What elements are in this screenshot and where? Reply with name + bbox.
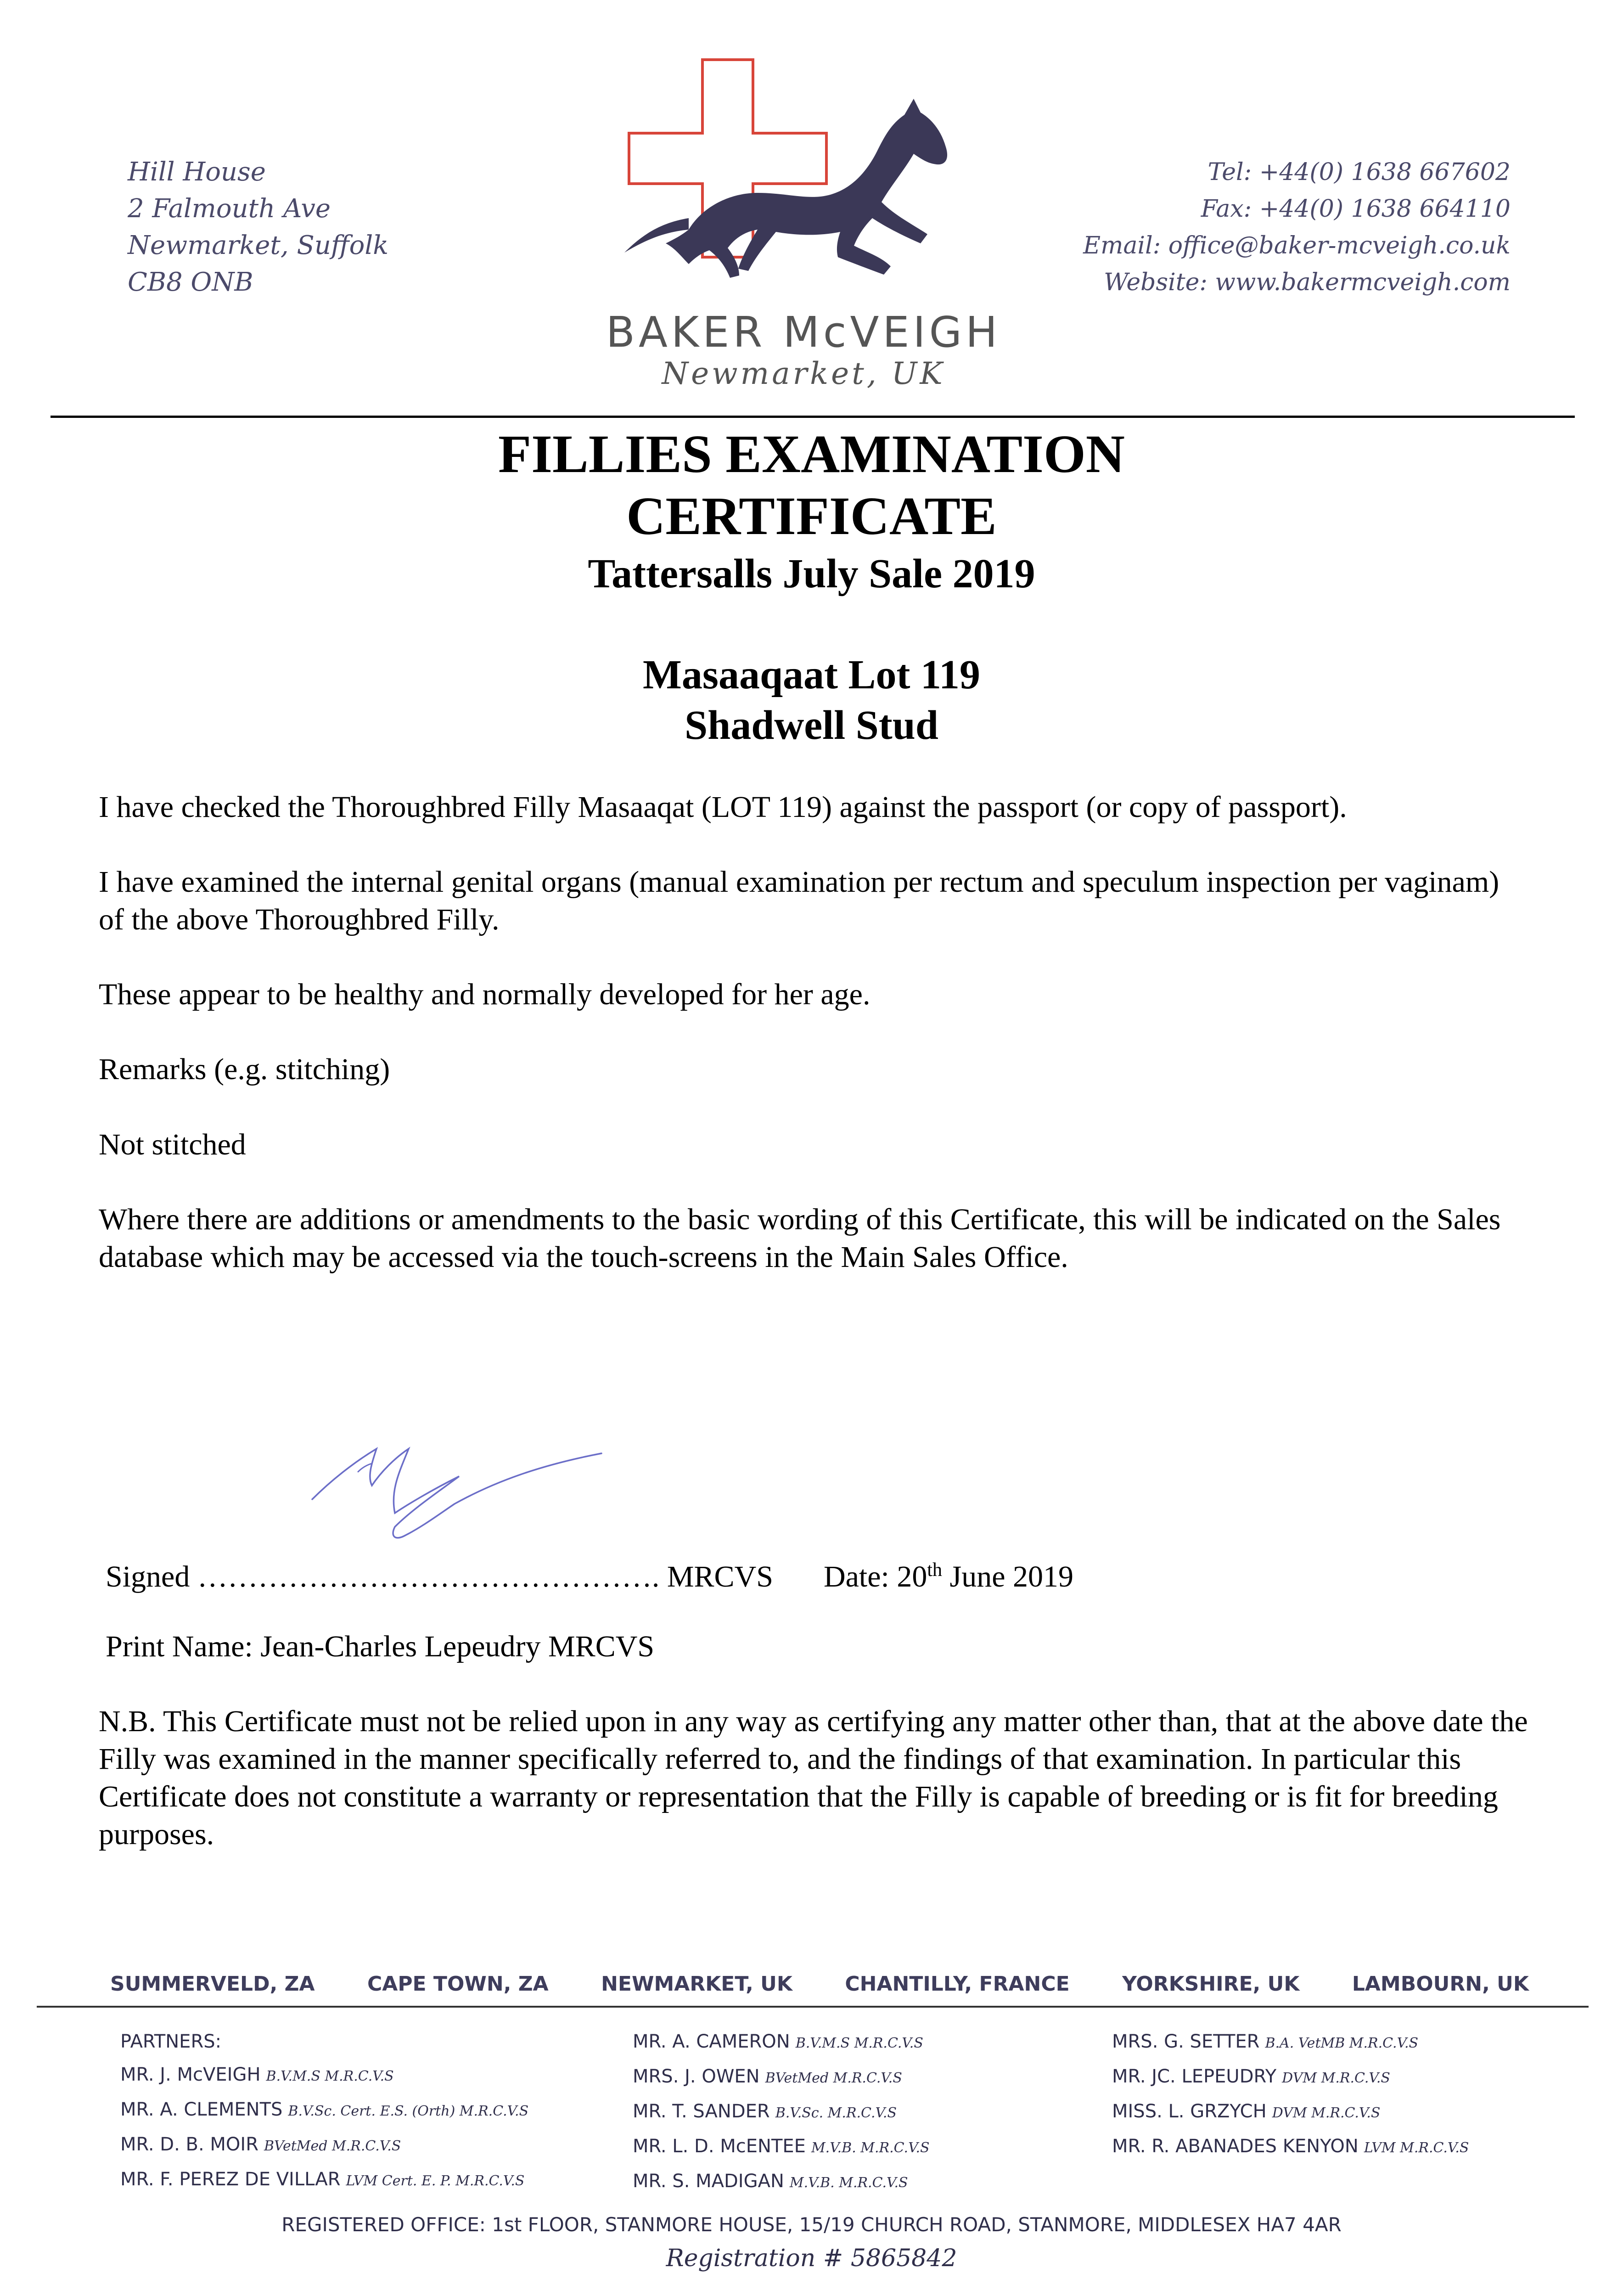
date-label: Date: 20 xyxy=(823,1560,927,1593)
partner-name: MR. L. D. McENTEE xyxy=(633,2136,806,2157)
sender-address xyxy=(128,154,388,301)
partner-credentials: BVetMed M.R.C.V.S xyxy=(765,2070,902,2086)
brand-location: Newmarket, UK xyxy=(662,356,945,391)
partner-entry xyxy=(633,2165,930,2200)
sale-name: Tattersalls July Sale 2019 xyxy=(588,551,1035,597)
address-line: Hill House xyxy=(128,157,266,187)
partner-entry xyxy=(120,2058,528,2093)
signature-image xyxy=(303,1421,624,1559)
remarks-value: Not stitched xyxy=(99,1128,246,1161)
registration-number: Registration # 5865842 xyxy=(666,2245,957,2272)
partner-entry xyxy=(1112,2095,1469,2130)
office-location: LAMBOURN, UK xyxy=(1352,1972,1529,1996)
partner-name: MR. D. B. MOIR xyxy=(120,2134,258,2155)
partner-entry xyxy=(633,2025,930,2060)
stud-name: Shadwell Stud xyxy=(685,703,938,748)
partner-entry xyxy=(120,2128,528,2163)
partner-credentials: M.V.B. M.R.C.V.S xyxy=(789,2175,908,2191)
partners-column-3 xyxy=(1112,2025,1469,2165)
partners-column-2 xyxy=(633,2025,930,2200)
office-location: CHANTILLY, FRANCE xyxy=(845,1972,1070,1996)
print-name: Print Name: Jean-Charles Lepeudry MRCVS xyxy=(106,1630,655,1663)
office-location: SUMMERVELD, ZA xyxy=(110,1972,315,1996)
partner-credentials: BVetMed M.R.C.V.S xyxy=(264,2138,401,2154)
partner-credentials: LVM M.R.C.V.S xyxy=(1364,2140,1469,2156)
partner-name: MR. F. PEREZ DE VILLAR xyxy=(120,2169,341,2190)
office-location: YORKSHIRE, UK xyxy=(1122,1972,1300,1996)
footer-divider xyxy=(37,2006,1589,2008)
certificate-title-line2: CERTIFICATE xyxy=(626,486,997,546)
partner-name: MR. J. McVEIGH xyxy=(120,2064,261,2085)
certificate-title-line1: FILLIES EXAMINATION xyxy=(498,424,1125,484)
partners-label: PARTNERS: xyxy=(120,2031,222,2052)
partner-name: MISS. L. GRZYCH xyxy=(1112,2101,1267,2122)
partner-entry xyxy=(633,2060,930,2095)
contact-phone: Tel: +44(0) 1638 667602 xyxy=(1207,158,1511,186)
signed-label: Signed ………………………………………. MRCVS xyxy=(106,1560,773,1593)
partner-name: MR. JC. LEPEUDRY xyxy=(1112,2066,1277,2087)
date-suffix: th xyxy=(927,1559,943,1581)
lot-name: Masaaqaat Lot 119 xyxy=(642,652,981,698)
partner-name: MRS. J. OWEN xyxy=(633,2066,760,2087)
partner-entry xyxy=(1112,2060,1469,2095)
date-rest: June 2019 xyxy=(942,1560,1074,1593)
partner-credentials: DVM M.R.C.V.S xyxy=(1272,2105,1381,2121)
partner-entry xyxy=(1112,2130,1469,2165)
partner-credentials: B.V.M.S M.R.C.V.S xyxy=(795,2035,923,2051)
office-location: NEWMARKET, UK xyxy=(601,1972,792,1996)
partner-credentials: B.V.Sc. M.R.C.V.S xyxy=(775,2105,897,2121)
paragraph-health: These appear to be healthy and normally developed for her age. xyxy=(99,978,870,1011)
partner-credentials: B.V.M.S M.R.C.V.S xyxy=(266,2068,394,2084)
paragraph-amendments: Where there are additions or amendments to the basic wording of this Certificate, this will be indicated on the Sales database which may be accessed via the touch-screens in the Main Sales Office. xyxy=(99,1203,1501,1274)
signed-line xyxy=(106,1551,1073,1596)
partner-credentials: M.V.B. M.R.C.V.S xyxy=(811,2140,930,2156)
partner-credentials: LVM Cert. E. P. M.R.C.V.S xyxy=(346,2173,525,2189)
partner-name: MRS. G. SETTER xyxy=(1112,2031,1260,2052)
contact-details xyxy=(1083,154,1511,301)
office-locations xyxy=(110,1972,1529,1996)
partner-credentials: B.V.Sc. Cert. E.S. (Orth) M.R.C.V.S xyxy=(288,2103,529,2119)
partner-entry xyxy=(1112,2025,1469,2060)
horse-cross-logo-icon xyxy=(597,55,1010,312)
partner-name: MR. S. MADIGAN xyxy=(633,2171,784,2192)
partner-name: MR. R. ABANADES KENYON xyxy=(1112,2136,1359,2157)
contact-fax: Fax: +44(0) 1638 664110 xyxy=(1201,195,1511,223)
address-line: CB8 ONB xyxy=(128,267,253,297)
partner-credentials: B.A. VetMB M.R.C.V.S xyxy=(1265,2035,1419,2051)
partner-name: MR. A. CAMERON xyxy=(633,2031,790,2052)
office-location: CAPE TOWN, ZA xyxy=(367,1972,549,1996)
partner-entry xyxy=(633,2095,930,2130)
partner-name: MR. A. CLEMENTS xyxy=(120,2099,283,2120)
contact-email: Email: office@baker-mcveigh.co.uk xyxy=(1083,232,1511,259)
partners-column-1 xyxy=(120,2025,528,2198)
paragraph-passport-check: I have checked the Thoroughbred Filly Masaaqat (LOT 119) against the passport (or copy of passport). xyxy=(99,790,1347,824)
address-line: Newmarket, Suffolk xyxy=(128,231,389,260)
partner-name: MR. T. SANDER xyxy=(633,2101,770,2122)
partner-credentials: DVM M.R.C.V.S xyxy=(1282,2070,1390,2086)
header-divider xyxy=(51,416,1575,418)
brand-name: BAKER McVEIGH xyxy=(606,308,1001,357)
partner-entry xyxy=(120,2163,528,2198)
registered-office: REGISTERED OFFICE: 1st FLOOR, STANMORE HOUSE, 15/19 CHURCH ROAD, STANMORE, MIDDLESEX HA7 4AR xyxy=(281,2213,1342,2236)
partner-entry xyxy=(633,2130,930,2165)
contact-website: Website: www.bakermcveigh.com xyxy=(1104,269,1511,296)
remarks-label: Remarks (e.g. stitching) xyxy=(99,1052,390,1086)
address-line: 2 Falmouth Ave xyxy=(128,194,331,224)
partner-entry xyxy=(120,2093,528,2128)
paragraph-examination: I have examined the internal genital organs (manual examination per rectum and speculum inspection per vaginam) of the above Thoroughbred Filly. xyxy=(99,865,1499,936)
nb-disclaimer: N.B. This Certificate must not be relied upon in any way as certifying any matter other than, that at the above date the Filly was examined in the manner specifically referred to, and the findings of that examination. In particular this Certificate does not constitute a warranty or representation that the Filly is capable of breeding or is fit for breeding purposes. xyxy=(99,1705,1528,1851)
